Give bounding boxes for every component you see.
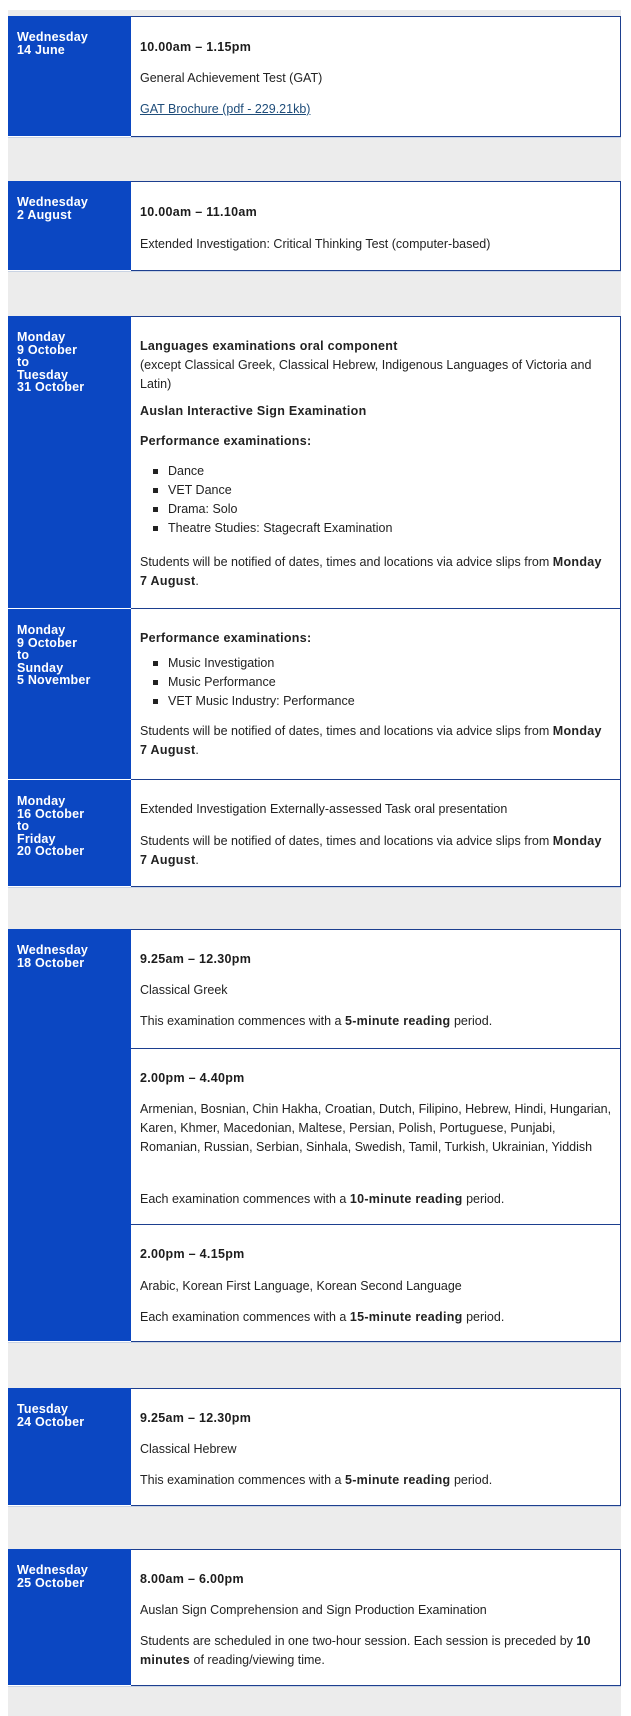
performance-list	[140, 462, 392, 538]
date-line: 16 October	[17, 806, 85, 821]
details-cell	[131, 609, 621, 780]
auslan-interactive-heading: Auslan Interactive Sign Examination	[140, 404, 367, 418]
exam-subject: General Achievement Test (GAT)	[140, 71, 323, 85]
exam-time: 2.00pm – 4.15pm	[140, 1247, 245, 1261]
date-line: 25 October	[17, 1575, 85, 1590]
date-line: 2 August	[17, 207, 72, 222]
date-line: 20 October	[17, 844, 85, 858]
timetable-group	[8, 10, 621, 166]
timetable-group	[8, 301, 621, 908]
advice-notice: Students will be notified of dates, times and locations via advice slips from Monday 7 August.	[140, 724, 602, 757]
date-cell	[8, 609, 131, 780]
details-cell	[131, 1549, 621, 1686]
performance-heading: Performance examinations:	[140, 631, 312, 645]
details-cell	[131, 181, 621, 271]
date-line: Tuesday	[17, 367, 69, 382]
exam-time: 9.25am – 12.30pm	[140, 952, 252, 966]
exam-subject: Extended Investigation: Critical Thinking Test (computer-based)	[140, 237, 491, 251]
advice-notice: Students will be notified of dates, times and locations via advice slips from Monday 7 August.	[140, 555, 602, 588]
timetable-group	[8, 908, 621, 1352]
details-cell	[131, 16, 621, 137]
exam-subject: Arabic, Korean First Language, Korean Second Language	[140, 1279, 462, 1293]
list-item: Music Performance	[140, 673, 355, 692]
date-line: Wednesday	[17, 30, 89, 44]
timetable-group	[8, 166, 621, 301]
timetable-row	[8, 609, 621, 781]
exam-subject: Extended Investigation Externally-assessed Task oral presentation	[140, 802, 508, 816]
reading-time-note: Each examination commences with a 15-minute reading period.	[140, 1310, 505, 1324]
date-line: Monday	[17, 794, 66, 808]
exam-subject: Auslan Sign Comprehension and Sign Production Examination	[140, 1603, 487, 1617]
date-line: Tuesday	[17, 1402, 69, 1416]
exam-slot	[131, 1224, 620, 1341]
reading-time-note: This examination commences with a 5-minute reading period.	[140, 1014, 493, 1028]
date-cell	[8, 316, 131, 609]
timetable-row	[8, 780, 621, 888]
list-item: Drama: Solo	[140, 500, 392, 519]
date-line: Friday	[17, 831, 56, 846]
exam-subject: Classical Greek	[140, 983, 228, 997]
date-cell	[8, 16, 131, 137]
reading-time-note: Each examination commences with a 10-minute reading period.	[140, 1192, 505, 1206]
details-cell	[131, 929, 621, 1342]
timetable-row	[8, 1549, 621, 1687]
date-line: 9 October	[17, 635, 78, 650]
advice-notice: Students will be notified of dates, times and locations via advice slips from Monday 7 August.	[140, 834, 602, 867]
timetable-row	[8, 316, 621, 610]
date-line: to	[17, 819, 30, 833]
date-cell	[8, 929, 131, 1342]
date-line: 24 October	[17, 1414, 85, 1429]
exam-time: 2.00pm – 4.40pm	[140, 1071, 245, 1085]
date-line: 31 October	[17, 380, 85, 394]
list-item: Dance	[140, 462, 392, 481]
reading-time-note: This examination commences with a 5-minute reading period.	[140, 1473, 493, 1487]
exam-slot	[131, 930, 620, 1048]
details-cell	[131, 1388, 621, 1506]
date-line: 9 October	[17, 342, 78, 357]
date-line: Wednesday	[17, 943, 89, 957]
list-item: Music Investigation	[140, 654, 355, 673]
exam-slot	[131, 1048, 620, 1224]
date-line: Wednesday	[17, 195, 89, 209]
timetable-row	[8, 929, 621, 1343]
timetable-row	[8, 1388, 621, 1507]
timetable-group	[8, 1352, 621, 1522]
exam-time: 9.25am – 12.30pm	[140, 1411, 252, 1425]
date-line: Wednesday	[17, 1563, 89, 1577]
exam-subject: Classical Hebrew	[140, 1442, 237, 1456]
date-line: to	[17, 355, 30, 369]
section-note: (except Classical Greek, Classical Hebrew, Indigenous Languages of Victoria and Latin)	[140, 358, 592, 391]
date-cell	[8, 1388, 131, 1506]
date-line: Monday	[17, 330, 66, 344]
date-line: 14 June	[17, 42, 65, 57]
list-item: VET Dance	[140, 481, 392, 500]
performance-heading: Performance examinations:	[140, 434, 312, 448]
date-line: to	[17, 648, 30, 662]
exam-subject: Armenian, Bosnian, Chin Hakha, Croatian, Dutch, Filipino, Hebrew, Hindi, Hungarian, Karen, Khmer, Macedonian, Maltese, Persian, Polish, Portuguese, Punjabi, Romanian, Russian, Serbian, Sinhala, Swedish, Tamil, Turkish, Ukrainian, Yiddish	[140, 1102, 612, 1154]
date-cell	[8, 1549, 131, 1686]
timetable-row	[8, 16, 621, 138]
date-cell	[8, 181, 131, 271]
timetable-row	[8, 181, 621, 272]
date-line: Monday	[17, 623, 66, 637]
exam-time: 10.00am – 11.10am	[140, 205, 258, 219]
exam-time: 10.00am – 1.15pm	[140, 40, 252, 54]
date-line: Sunday	[17, 660, 64, 675]
date-cell	[8, 780, 131, 887]
section-heading: Languages examinations oral component	[140, 339, 398, 353]
performance-list	[140, 654, 355, 711]
date-line: 5 November	[17, 673, 91, 687]
timetable-group	[8, 1522, 621, 1716]
reading-time-note: Students are scheduled in one two-hour session. Each session is preceded by 10 minutes of reading/viewing time.	[140, 1634, 591, 1667]
gat-brochure-link[interactable]: GAT Brochure (pdf - 229.21kb)	[140, 102, 311, 116]
details-cell	[131, 316, 621, 609]
date-line: 18 October	[17, 955, 85, 970]
list-item: Theatre Studies: Stagecraft Examination	[140, 519, 392, 538]
exam-time: 8.00am – 6.00pm	[140, 1572, 244, 1586]
details-cell	[131, 780, 621, 887]
list-item: VET Music Industry: Performance	[140, 692, 355, 711]
